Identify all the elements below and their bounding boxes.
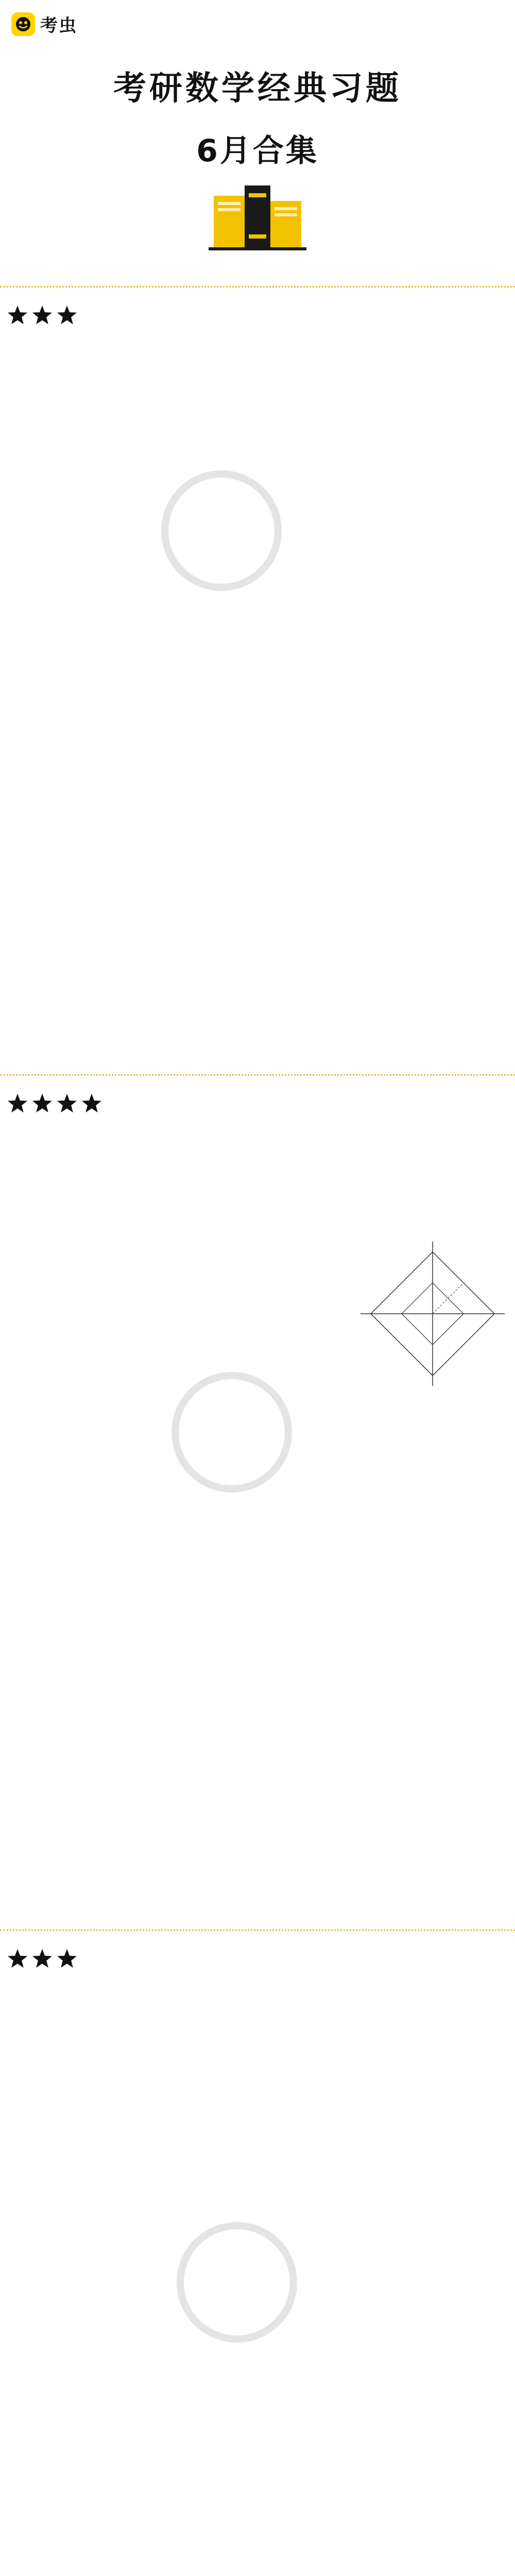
region-diagram [355,1236,510,1393]
star-rating [6,1947,140,1971]
star-rating [6,1092,140,1116]
difficulty-rating [6,304,140,328]
star-icon [32,1094,52,1112]
star-icon [82,1094,101,1112]
brand-logo [11,11,77,37]
section-divider [0,1929,515,1931]
page-subtitle: 6月合集 [196,133,319,169]
difficulty-rating [6,1947,140,1971]
star-icon [32,1949,52,1968]
page-title: 考研数学经典习题 [113,70,402,108]
star-icon [57,306,77,324]
face-logo-icon [11,12,35,36]
star-rating [6,304,140,328]
star-icon [8,1094,27,1112]
section-divider [0,286,515,287]
logo-text: 考虫 [40,15,77,36]
document-header [0,0,515,268]
problem-card-3 [0,1937,515,2576]
section-divider [0,1074,515,1076]
star-icon [8,1949,27,1968]
difficulty-rating [6,1092,140,1116]
star-icon [8,306,27,324]
books-illustration-icon [209,175,306,255]
problem-card-1 [0,294,515,1066]
star-icon [57,1949,77,1968]
star-icon [57,1094,77,1112]
problem-card-2 [0,1082,515,1922]
star-icon [32,306,52,324]
